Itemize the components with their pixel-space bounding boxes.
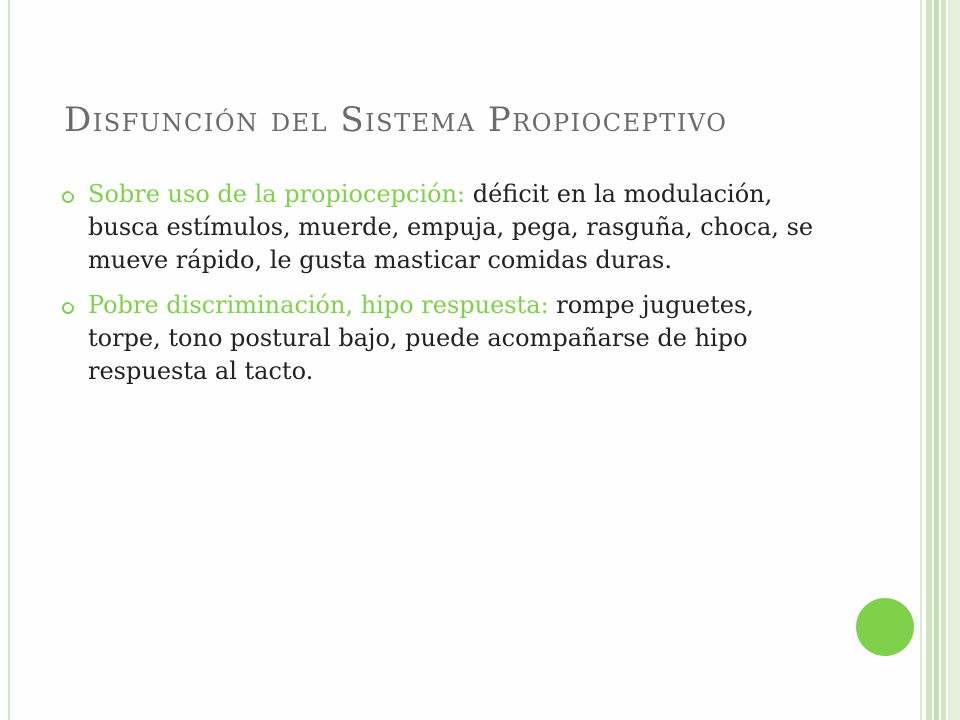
bullet-item <box>62 178 822 277</box>
bullet-lead: Sobre uso de la propiocepción: <box>88 180 466 208</box>
bullet-text: déficit en la modulación, busca estímulos, muerde, empuja, pega, rasguña, choca, se mueve rápido, le gusta masticar comidas duras. <box>88 180 814 274</box>
right-stripe <box>934 0 939 720</box>
decorative-green-circle <box>856 598 914 656</box>
bullet-lead: Pobre discriminación, hipo respuesta: <box>88 291 549 319</box>
bullet-item <box>62 289 822 388</box>
ring-bullet-icon <box>62 302 74 314</box>
ring-bullet-icon <box>62 191 74 203</box>
left-border-line <box>8 0 10 720</box>
bullet-list <box>62 178 822 400</box>
right-stripe <box>941 0 946 720</box>
right-stripe <box>948 0 960 720</box>
slide-title: Disfunción del Sistema Propioceptivo <box>64 100 728 140</box>
right-stripe <box>926 0 932 720</box>
right-stripe <box>920 0 922 720</box>
bullet-text: rompe juguetes, torpe, tono postural bajo, puede acompañarse de hipo respuesta al tacto. <box>88 291 754 385</box>
